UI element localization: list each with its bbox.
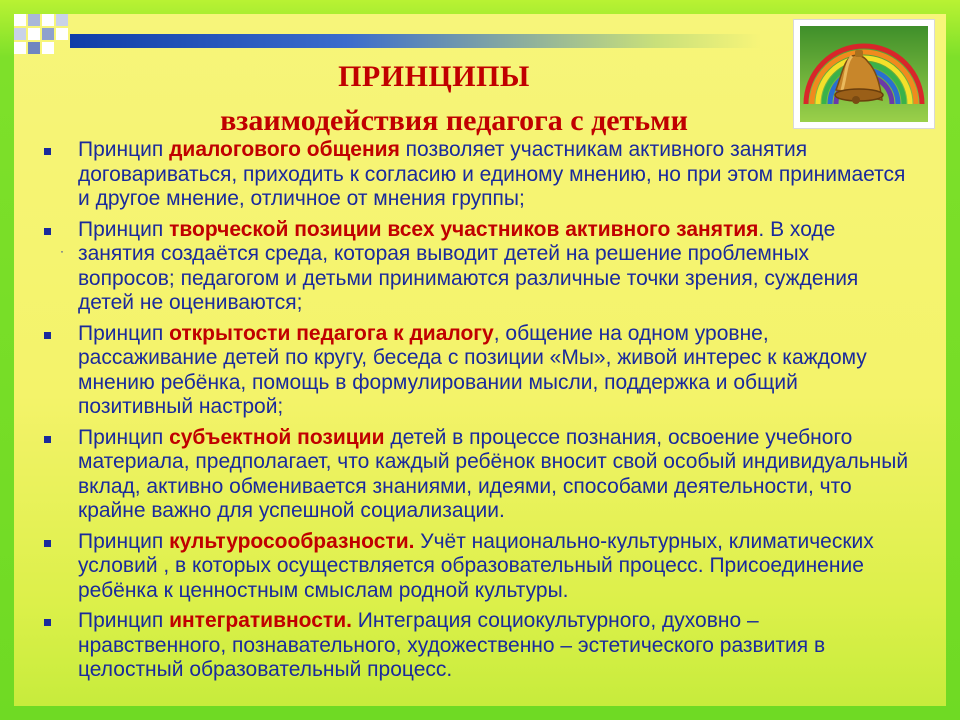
bullet-icon <box>44 228 51 235</box>
list-item <box>42 322 910 420</box>
item-text: позволяет участникам активного занятия договариваться, приходить к согласию и единому мнению, но при этом принимается и другое мнение, отличное от мнения группы; <box>78 138 906 210</box>
bell-rainbow-picture <box>794 20 934 128</box>
item-text: Учёт национально-культурных, климатических условий , в которых осуществляется образовательный процесс. Присоединение ребёнка к ценностным смыслам родной культуры. <box>78 529 874 602</box>
list-item <box>42 609 910 683</box>
item-text: Интеграция социокультурного, духовно – нравственного, познавательного, художественно – эстетического развития в целостный образовательный процесс. <box>78 609 826 681</box>
item-highlight: творческой позиции всех участников активного занятия <box>169 217 759 241</box>
list-item <box>42 138 910 212</box>
principles-list <box>42 138 910 689</box>
item-highlight: интегративности. <box>169 609 352 632</box>
item-lead: Принцип <box>78 321 170 345</box>
slide <box>14 14 946 706</box>
item-lead: Принцип <box>78 138 170 161</box>
bullet-icon <box>44 148 51 155</box>
header-stripe <box>70 34 760 48</box>
item-lead: Принцип <box>78 425 170 449</box>
bullet-icon <box>44 332 51 339</box>
item-text: , общение на одном уровне, рассаживание детей по кругу, беседа с позиции «Мы», живой интерес к каждому мнению ребёнка, помощь в формулировании мысли, поддержка и общий позитивный настрой; <box>78 321 867 418</box>
bullet-icon <box>44 540 51 547</box>
item-highlight: открытости педагога к диалогу <box>169 321 494 345</box>
slide-subtitle: взаимодействия педагога с детьми <box>220 104 688 137</box>
list-item <box>42 218 910 316</box>
bell-under-rainbow-icon <box>800 26 928 122</box>
item-lead: Принцип <box>78 609 170 632</box>
item-text: детей в процессе познания, освоение учебного материала, предполагает, что каждый ребёнок вносит свой особый индивидуальный вклад, активно обменивается знаниями, идеями, способами деятельности, что крайне важно для успешной социализации. <box>78 425 909 522</box>
bullet-icon <box>44 436 51 443</box>
item-highlight: культуросообразности. <box>169 529 415 553</box>
item-lead: Принцип <box>78 529 170 553</box>
stray-dot: · <box>60 244 64 258</box>
item-text: . В ходе занятия создаётся среда, которая выводит детей на решение проблемных вопросов; педагогом и детьми принимаются различные точки зрения, суждения детей не оцениваются; <box>78 217 859 314</box>
item-lead: Принцип <box>78 217 170 241</box>
list-item <box>42 426 910 524</box>
item-highlight: субъектной позиции <box>169 425 385 449</box>
bullet-icon <box>44 619 51 626</box>
list-item <box>42 530 910 604</box>
item-highlight: диалогового общения <box>169 138 400 161</box>
slide-title: ПРИНЦИПЫ <box>338 60 530 93</box>
